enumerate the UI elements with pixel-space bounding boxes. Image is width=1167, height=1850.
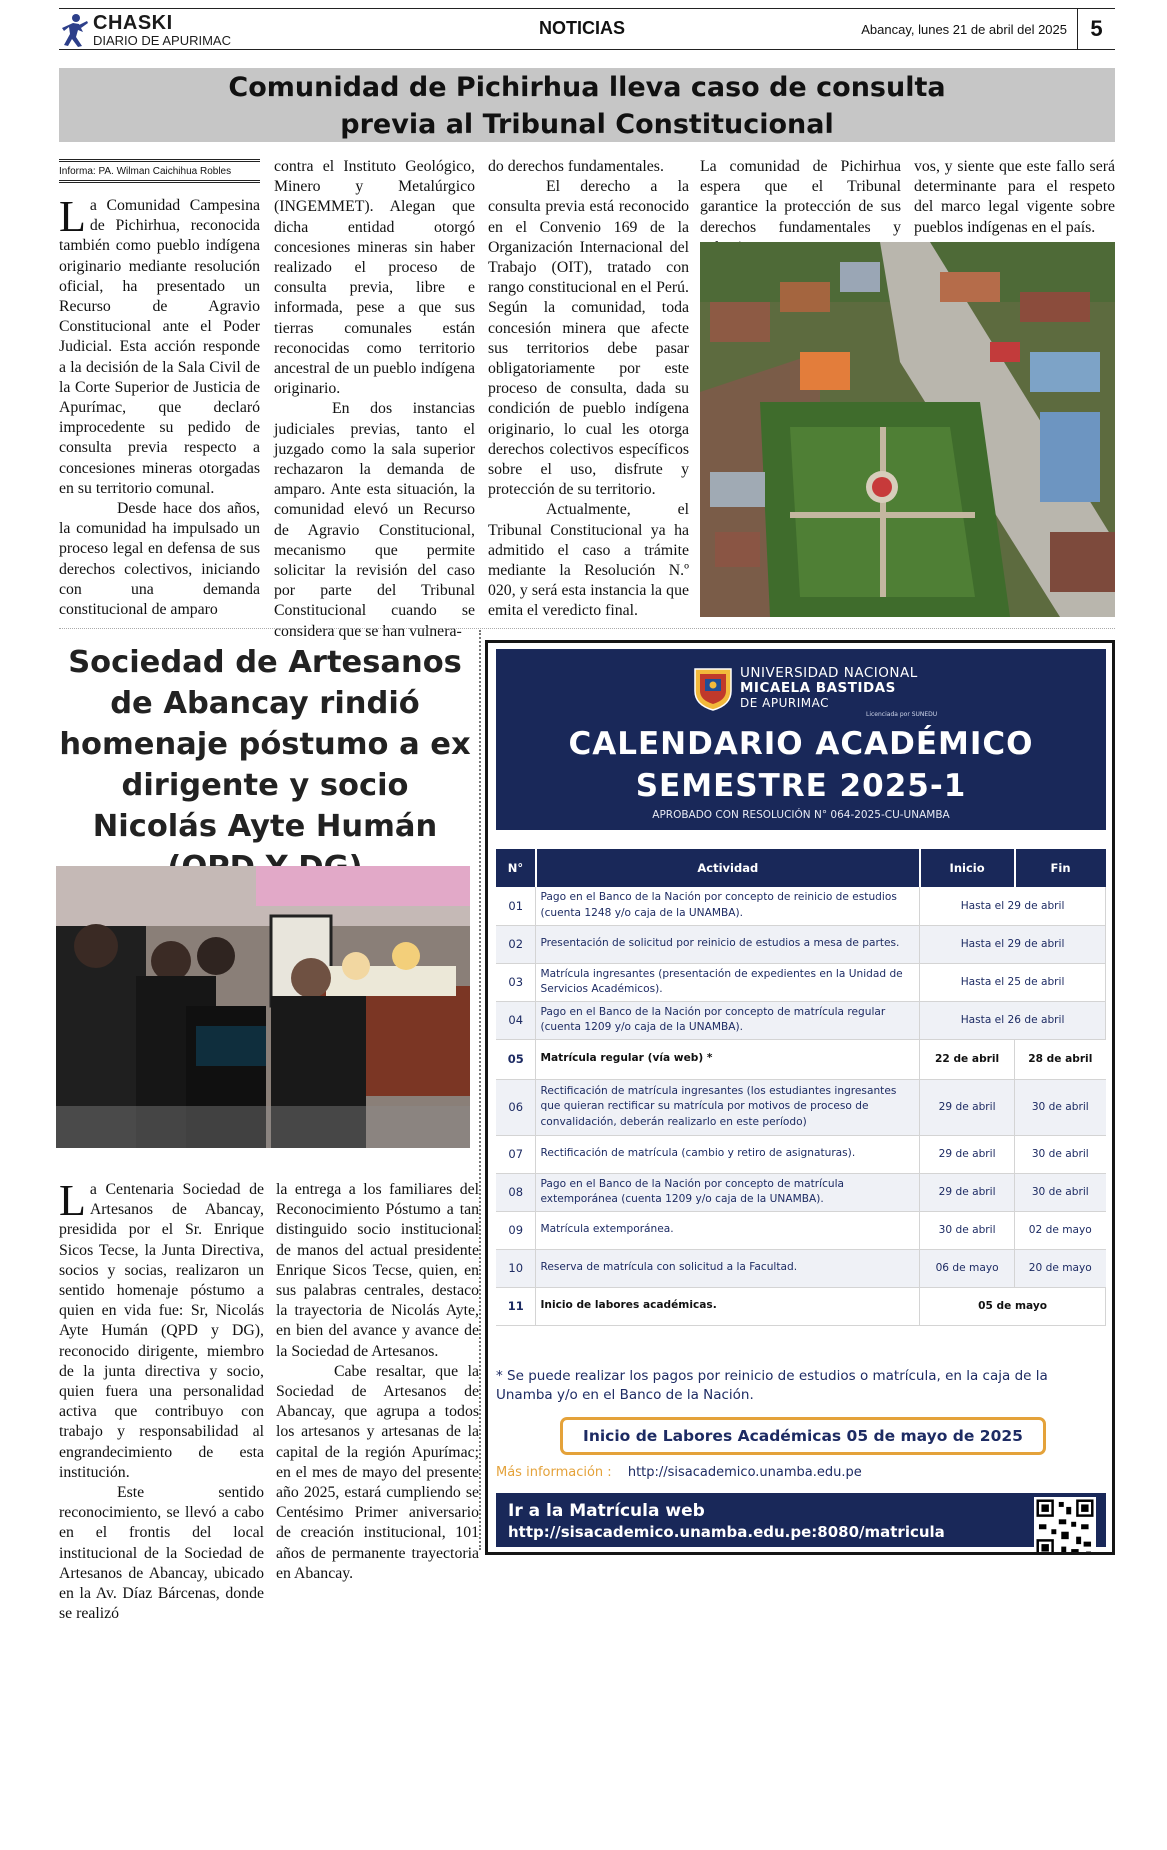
article2-column-1: [59, 1176, 264, 1624]
table-row: 05 Matrícula regular (vía web) * 22 de abril 28 de abril: [496, 1039, 1106, 1079]
brand-logo[interactable]: [59, 11, 231, 49]
enrollment-link[interactable]: http://sisacademico.unamba.edu.pe:8080/matricula: [508, 1523, 945, 1541]
table-row: 08 Pago en el Banco de la Nación por concepto de matrícula extemporánea (cuenta 1209 y/o caja de la UNAMBA). 29 de abril 30 de abril: [496, 1173, 1106, 1211]
section-divider-horizontal: [59, 628, 1115, 629]
page-number: 5: [1077, 9, 1115, 49]
article1-paragraph: Desde hace dos años, la comunidad ha impulsado un proceso legal en defensa de sus derechos colectivos, iniciando con una demanda constitucional de amparo: [59, 500, 260, 619]
article2-paragraph: a Centenaria Sociedad de Artesanos de Abancay, presidida por el Sr. Enrique Sicos Tecse, la Junta Directiva, socios y socias, realizaron un sentido homenaje póstumo a quien en vida fue: Sr, Nicolás Ayte Humán (QPD y DG), reconocido dirigente, miembro de la junta directiva y socio, quien fuera una personalidad activa que contribuyo con trabajo y responsabilidad al engrandecimiento de esta institución.: [59, 1181, 264, 1481]
artesanos-homage-photo[interactable]: [56, 866, 470, 1148]
column-header-activity: Actividad: [536, 849, 920, 887]
article2-column-2: [276, 1180, 479, 1584]
sunedu-tag: Licenciada por SUNEDU: [866, 711, 938, 718]
column-header-end: Fin: [1015, 849, 1106, 887]
article1-paragraph: En dos instancias judiciales previas, tanto el juzgado como la sala superior rechazaron la demanda de amparo. Ante esta situación, la comunidad elevó un Recurso de Agravio Constitucional, mecanismo que permite solicitar la revisión del caso por parte del Tribunal Constitucional cuando se considera que se han vulnera-: [274, 400, 475, 640]
table-row: 04 Pago en el Banco de la Nación por concepto de matrícula regular (cuenta 1209 y/o caja de la UNAMBA). Hasta el 26 de abril: [496, 1001, 1106, 1039]
column-header-start: Inicio: [920, 849, 1015, 887]
ad-header: [496, 649, 1106, 830]
chaski-runner-icon: [59, 12, 89, 48]
section-name: NOTICIAS: [539, 18, 626, 38]
payment-note: * Se puede realizar los pagos por reinicio de estudios o matrícula, en la caja de la Unamba y/o en el Banco de la Nación.: [496, 1368, 1048, 1403]
article1-paragraph: do derechos fundamentales.: [488, 158, 664, 175]
dateline: Abancay, lunes 21 de abril del 2025: [861, 22, 1067, 37]
table-row: 09 Matrícula extemporánea. 30 de abril 02 de mayo: [496, 1211, 1106, 1249]
calendar-resolution: APROBADO CON RESOLUCIÓN N° 064-2025-CU-UNAMBA: [652, 809, 950, 821]
dropcap: L: [59, 192, 86, 241]
pichirhua-aerial-photo[interactable]: [700, 242, 1115, 617]
article1-paragraph: contra el Instituto Geológico, Minero y Metalúrgico (INGEMMET). Alegan que dicha entidad otorgó concesiones mineras sin haber realizado el proceso de consulta previa, libre e informada, pese a que sus tierras comunales están reconocidas como territorio ancestral de un pueblo indígena originario.: [274, 158, 475, 398]
article1-byline: Informa: PA. Wilman Caichihua Robles: [59, 159, 260, 183]
university-name: UNIVERSIDAD NACIONAL MICAELA BASTIDAS DE APURIMAC: [740, 665, 918, 710]
article1-headline-line2: previa al Tribunal Constitucional: [340, 109, 834, 140]
table-row: 02 Presentación de solicitud por reinicio de estudios a mesa de partes. Hasta el 29 de abril: [496, 925, 1106, 963]
section-divider-vertical: [479, 630, 481, 1550]
article1-column-2: [274, 157, 475, 642]
academic-calendar-ad[interactable]: [485, 640, 1115, 1555]
newspaper-name: CHASKI: [93, 12, 173, 34]
qr-code-icon[interactable]: [1034, 1497, 1096, 1555]
masthead: [59, 8, 1115, 50]
table-row: 06 Rectificación de matrícula ingresantes (los estudiantes ingresantes que quieran rectificar su matrícula por motivos de proceso de convalidación, deberán realizarlo en este período) 29 de abril 30 de abril: [496, 1079, 1106, 1135]
article1-column-1: [59, 192, 260, 620]
more-info-label: Más información :: [496, 1465, 612, 1480]
article2-paragraph: Cabe resaltar, que la Sociedad de Artesanos de Abancay, que agrupa a todos los artesanos y artesanas de la capital de la región Apurímac; en el mes de mayo del presente año 2025, estará cumpliendo se Centésimo Primer aniversario de creación institucional, 101 años de permanente trayectoria en Abancay.: [276, 1362, 479, 1582]
calendar-table: [496, 849, 1106, 1326]
calendar-title: CALENDARIO ACADÉMICO SEMESTRE 2025-1: [568, 726, 1034, 804]
more-info: [496, 1465, 862, 1480]
calendar-header-row: [496, 849, 1106, 887]
article1-column-5: [914, 157, 1115, 238]
more-info-link[interactable]: http://sisacademico.unamba.edu.pe: [627, 1465, 862, 1480]
table-row: 07 Rectificación de matrícula (cambio y retiro de asignaturas). 29 de abril 30 de abril: [496, 1135, 1106, 1173]
enrollment-link-label: Ir a la Matrícula web: [508, 1501, 705, 1521]
ad-footer: [496, 1493, 1106, 1547]
article1-headline[interactable]: [59, 68, 1115, 142]
dropcap: L: [59, 1176, 86, 1225]
table-row: 03 Matrícula ingresantes (presentación de expedientes en la Unidad de Servicios Académicos). Hasta el 25 de abril: [496, 963, 1106, 1001]
start-of-classes-banner: Inicio de Labores Académicas 05 de mayo de 2025: [560, 1417, 1046, 1455]
university-shield-icon: [693, 667, 733, 711]
table-row: 10 Reserva de matrícula con solicitud a la Facultad. 06 de mayo 20 de mayo: [496, 1249, 1106, 1287]
article1-paragraph: Actualmente, el Tribunal Constitucional ya ha admitido el caso a trámite mediante la Resolución N.º 020, y será esta instancia la que emita el veredicto final.: [488, 501, 689, 620]
column-header-number: N°: [496, 849, 536, 887]
article1-paragraph: El derecho a la consulta previa está reconocido en el Convenio 169 de la Organización Internacional del Trabajo (OIT), tratado con rango constitucional en el Perú. Según la comunidad, toda concesión minera que afecte sus territorios debe pasar obligatoriamente por este proceso de consulta, dada su condición de pueblo indígena originario, lo cual les otorga derechos colectivos específicos sobre el uso, disfrute y protección de su territorio.: [488, 178, 689, 499]
article1-paragraph: La comunidad de Pichirhua espera que el Tribunal garantice la protección de sus derechos fundamentales y: [700, 158, 901, 236]
article2-paragraph: la entrega a los familiares del Reconocimiento Póstumo a tan distinguido socio institucional de manos del actual presidente Enrique Sicos Tecse, quien, en sus palabras centrales, destaco la trayectoria de Nicolás Ayte, en bien del avance y avance de la Sociedad de Artesanos.: [276, 1181, 479, 1360]
article2-headline[interactable]: Sociedad de Artesanos de Abancay rindió homenaje póstumo a ex dirigente y socio Nicolás Ayte Humán: [59, 645, 471, 844]
article1-headline-line1: Comunidad de Pichirhua lleva caso de consulta: [228, 72, 946, 103]
table-row: 01 Pago en el Banco de la Nación por concepto de reinicio de estudios (cuenta 1248 y/o caja de la UNAMBA). Hasta el 29 de abril: [496, 887, 1106, 925]
table-row: 11 Inicio de labores académicas. 05 de mayo: [496, 1287, 1106, 1325]
article1-column-3: [488, 157, 689, 622]
article1-paragraph: vos, y siente que este fallo será determinante para el respeto del marco legal vigente sobre pueblos indígenas en el país.: [914, 158, 1115, 236]
article2-paragraph: Este sentido reconocimiento, se llevó a cabo en el frontis del local institucional de la Sociedad de Artesanos de Abancay, ubicado en la Av. Díaz Bárcenas, donde se realizó: [59, 1484, 264, 1623]
article1-paragraph: a Comunidad Campesina de Pichirhua, reconocida también como pueblo indígena originario mediante resolución oficial, ha presentado un Recurso de Agravio Constitucional ante el Poder Judicial. Esta acción responde a la decisión de la Sala Civil de la Corte Superior de Justicia de Apurímac, que declaró improcedente su pedido de consulta previa respecto a concesiones mineras otorgadas en su territorio comunal.: [59, 197, 260, 497]
newspaper-subtitle: DIARIO DE APURIMAC: [93, 33, 231, 48]
